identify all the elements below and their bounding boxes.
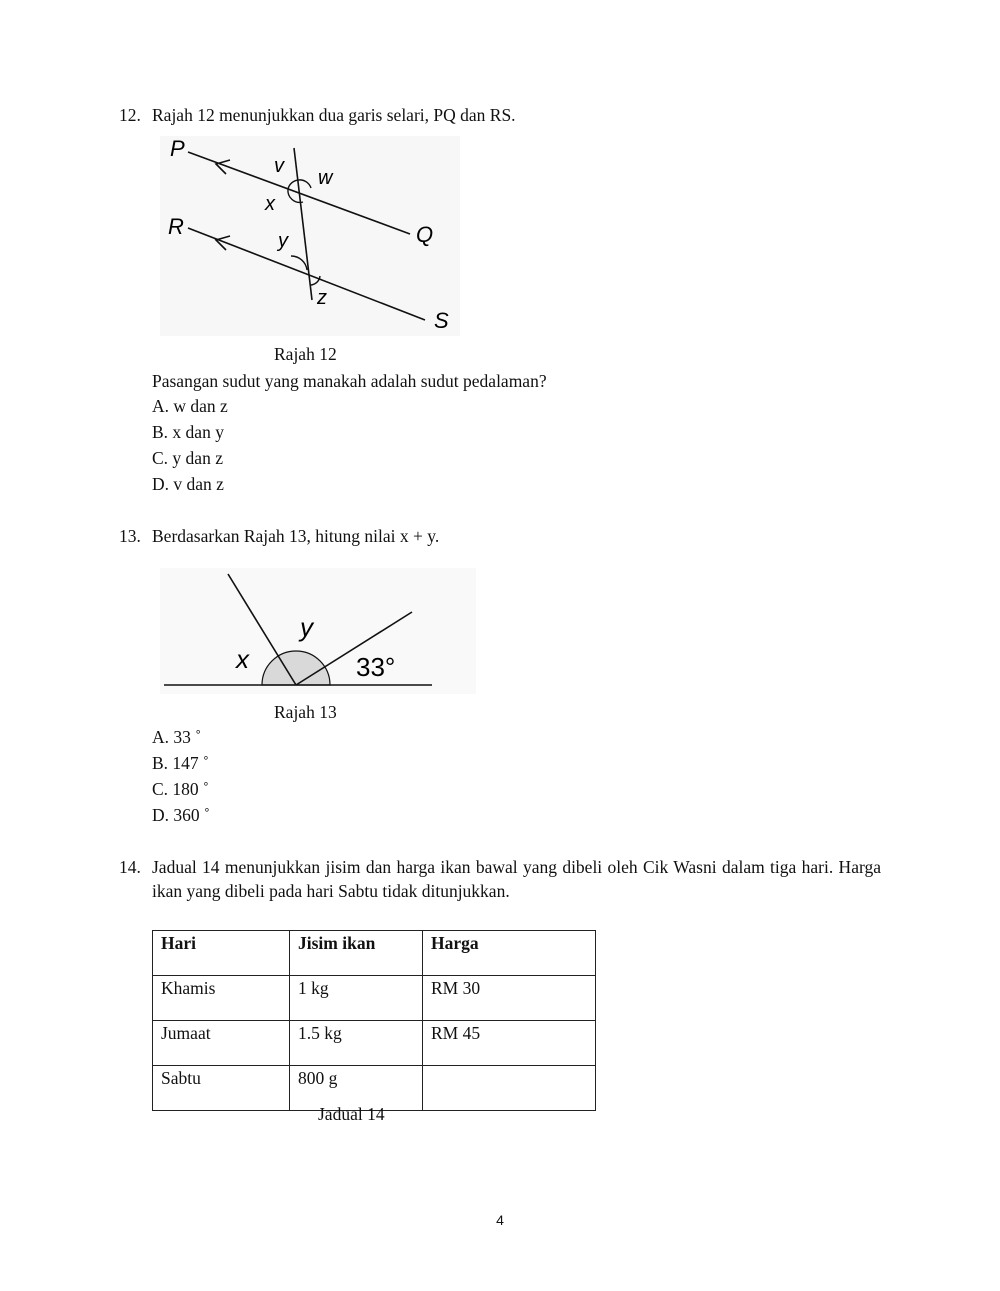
- q13-number: 13.: [119, 526, 141, 546]
- figure-rajah-12: [160, 130, 470, 340]
- q12-caption: Rajah 12: [274, 344, 337, 364]
- label-p: P: [170, 136, 185, 161]
- q13-option-c[interactable]: C. 180 ˚: [152, 779, 209, 799]
- q12-number: 12.: [119, 105, 141, 125]
- table-cell: [423, 1066, 596, 1111]
- q14-question: Jadual 14 menunjukkan jisim dan harga ikan bawal yang dibeli oleh Cik Wasni dalam tiga hari. Harga ikan yang dibeli pada hari Sabtu tidak ditunjukkan.: [152, 857, 881, 901]
- q14-number: 14.: [119, 857, 141, 877]
- table-cell: 800 g: [290, 1066, 423, 1111]
- label-x: x: [236, 644, 249, 674]
- q13-option-a[interactable]: A. 33 ˚: [152, 727, 202, 747]
- label-x: x: [265, 193, 275, 215]
- label-v: v: [274, 155, 284, 177]
- label-w: w: [318, 167, 333, 189]
- q14-caption: Jadual 14: [318, 1104, 385, 1124]
- table-cell: Khamis: [153, 976, 290, 1021]
- table-cell: 1 kg: [290, 976, 423, 1021]
- table-header-cell: Harga: [423, 931, 596, 976]
- table-header-cell: Hari: [153, 931, 290, 976]
- table-header-cell: Jisim ikan: [290, 931, 423, 976]
- q13-option-b[interactable]: B. 147 ˚: [152, 753, 209, 773]
- q13-option-d[interactable]: D. 360 ˚: [152, 805, 210, 825]
- table-header-row: [153, 931, 596, 976]
- table-cell: 1.5 kg: [290, 1021, 423, 1066]
- table-cell: Jumaat: [153, 1021, 290, 1066]
- table-cell: Sabtu: [153, 1066, 290, 1111]
- table-cell: RM 30: [423, 976, 596, 1021]
- label-r: R: [168, 214, 184, 239]
- label-33-degrees: 33°: [356, 652, 396, 682]
- q12-question: Rajah 12 menunjukkan dua garis selari, PQ dan RS.: [152, 105, 516, 125]
- label-s: S: [434, 308, 449, 333]
- q12-option-c[interactable]: C. y dan z: [152, 448, 223, 468]
- q12-option-b[interactable]: B. x dan y: [152, 422, 224, 442]
- q12-prompt: Pasangan sudut yang manakah adalah sudut pedalaman?: [152, 371, 547, 391]
- page-number: 4: [496, 1212, 504, 1228]
- q13-caption: Rajah 13: [274, 702, 337, 722]
- label-z: z: [317, 287, 327, 309]
- figure-background: [160, 136, 460, 336]
- table-cell: RM 45: [423, 1021, 596, 1066]
- jadual-14-table: [152, 930, 596, 1111]
- q12-option-a[interactable]: A. w dan z: [152, 396, 228, 416]
- q12-option-d[interactable]: D. v dan z: [152, 474, 224, 494]
- figure-rajah-13: [160, 568, 480, 696]
- label-y: y: [278, 230, 288, 252]
- label-y: y: [300, 612, 313, 642]
- table-row: [153, 976, 596, 1021]
- table-row: [153, 1021, 596, 1066]
- q13-question: Berdasarkan Rajah 13, hitung nilai x + y.: [152, 526, 440, 546]
- label-q: Q: [416, 222, 434, 247]
